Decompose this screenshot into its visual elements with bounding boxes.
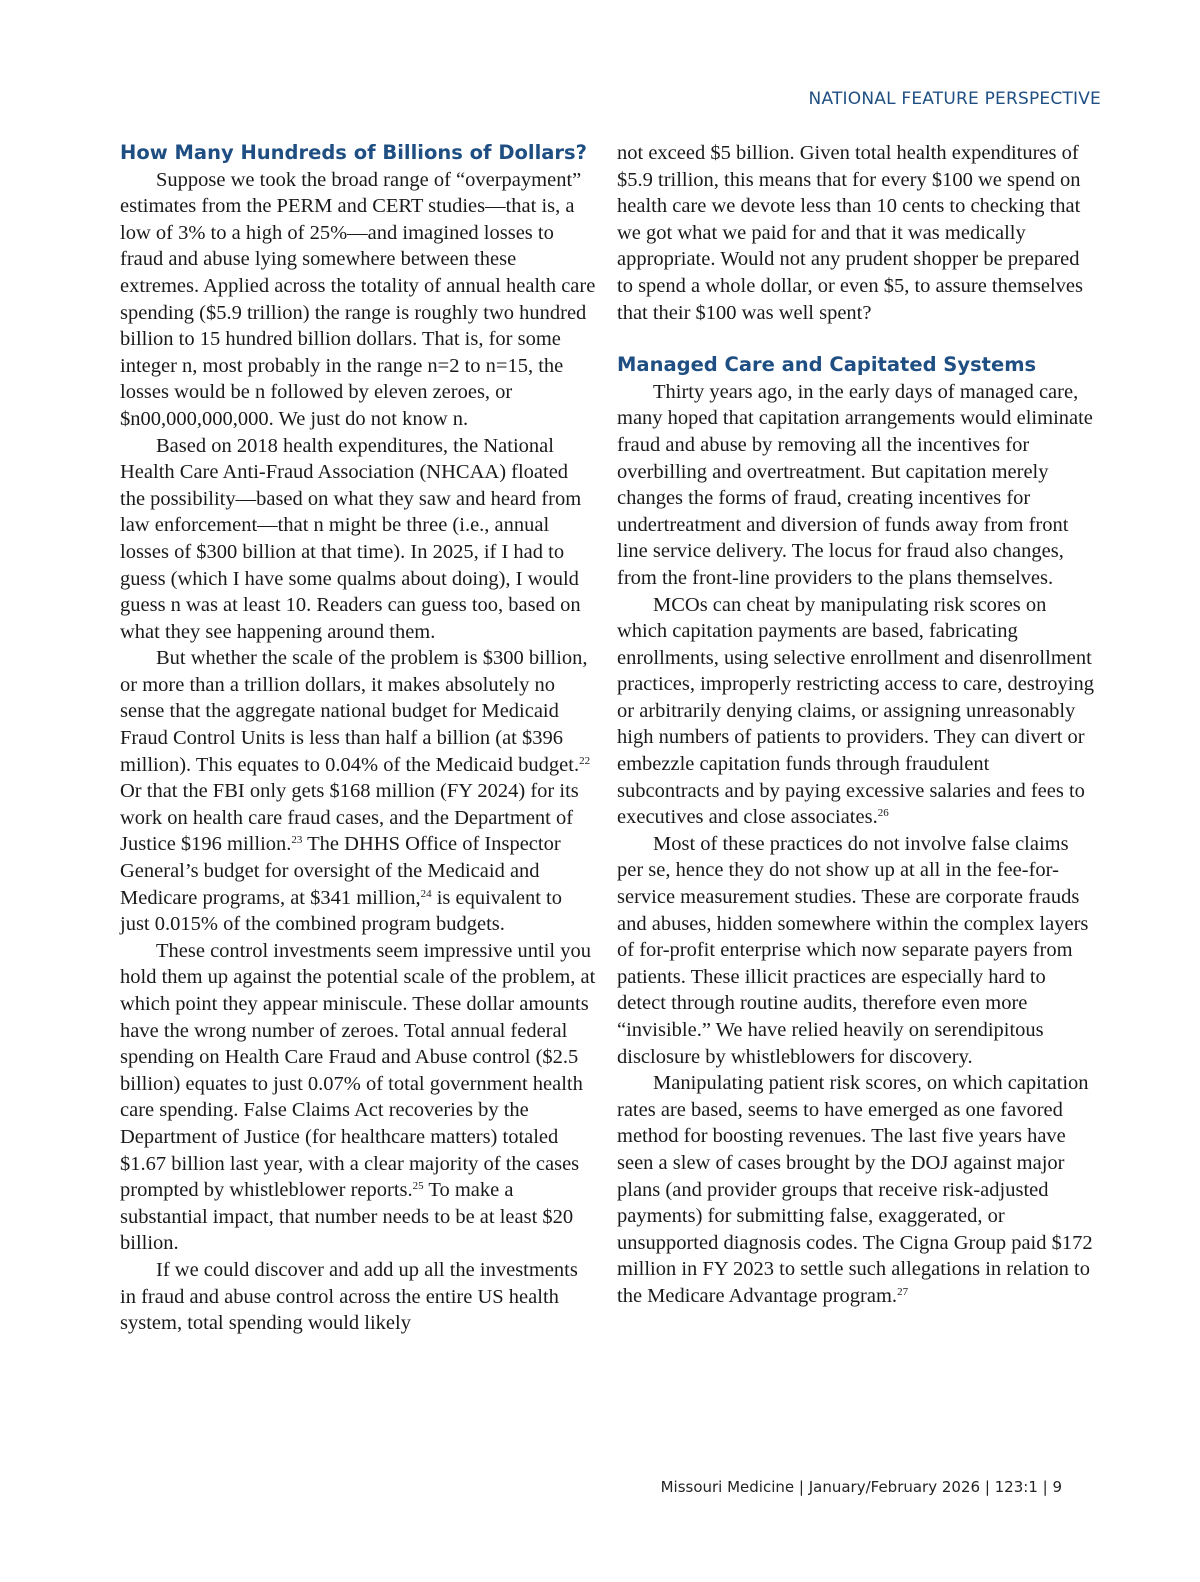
footnote-ref: 23	[291, 834, 303, 847]
footnote-ref: 25	[412, 1180, 424, 1193]
paragraph: If we could discover and add up all the investments in fraud and abuse control across the entire US health system, total spending would likely	[120, 1258, 578, 1335]
paragraph	[120, 645, 596, 938]
footnote-ref: 27	[897, 1285, 909, 1298]
paragraph-text: is equivalent to just 0.015% of the combined program budgets.	[120, 886, 562, 936]
section-heading-hundreds-of-billions: How Many Hundreds of Billions of Dollars?	[120, 141, 587, 164]
paragraph: Most of these practices do not involve false claims per se, hence they do not show up at all in the fee-for-service measurement studies. These are corporate frauds and abuses, hidden somewhere within the complex layers of for-profit enterprise which now separate payers from patients. These illicit practices are especially hard to detect through routine audits, therefore even more “invisible.” We have relied heavily on serendipitous disclosure by whistleblowers for discovery.	[617, 832, 1089, 1068]
paragraph	[617, 1070, 1095, 1309]
right-column	[617, 140, 1095, 1310]
paragraph-continued: not exceed $5 billion. Given total health expenditures of $5.9 trillion, this means that for every $100 we spend on health care we devote less than 10 cents to checking that we got what we paid for and that it was medically appropriate. Would not any prudent shopper be prepared to spend a whole dollar, or even $5, to assure themselves that their $100 was well spent?	[617, 142, 1084, 324]
paragraph-text: To make a substantial impact, that number needs to be at least $20 billion.	[120, 1179, 574, 1255]
footnote-ref: 26	[877, 807, 889, 820]
paragraph-text: MCOs can cheat by manipulating risk scores on which capitation payments are based, fabricating enrollments, using selective enrollment and disenrollment practices, improperly restricting access to care, destroying or arbitrarily denying claims, or assigning unreasonably high numbers of patients to providers. They can divert or embezzle capitation funds through fraudulent subcontracts and by paying excessive salaries and fees to executives and close associates.	[617, 593, 1095, 829]
running-head: NATIONAL FEATURE PERSPECTIVE	[808, 89, 1101, 109]
paragraph: Thirty years ago, in the early days of managed care, many hoped that capitation arrangements would eliminate fraud and abuse by removing all the incentives for overbilling and overtreatment. But capitation merely changes the forms of fraud, creating incentives for undertreatment and diversion of funds away from front line service delivery. The locus for fraud also changes, from the front-line providers to the plans themselves.	[617, 380, 1093, 589]
paragraph-text: The DHHS Office of Inspector General’s budget for oversight of the Medicaid and Medicare programs, at $341 million,	[120, 833, 561, 909]
paragraph	[120, 938, 596, 1257]
left-column	[120, 140, 596, 1337]
page-footer: Missouri Medicine | January/February 2026 | 123:1 | 9	[660, 1478, 1062, 1496]
section-heading-managed-care: Managed Care and Capitated Systems	[617, 353, 1037, 377]
paragraph-text: Or that the FBI only gets $168 million (FY 2024) for its work on health care fraud cases, and the Department of Justice $196 million.	[120, 780, 579, 856]
footnote-ref: 24	[420, 887, 432, 900]
paragraph-text: These control investments seem impressive until you hold them up against the potential scale of the problem, at which point they appear miniscule. These dollar amounts have the wrong number of zeroes. Total annual federal spending on Health Care Fraud and Abuse control ($2.5 billion) equates to just 0.07% of total government health care spending. False Claims Act recoveries by the Department of Justice (for healthcare matters) totaled $1.67 billion last year, with a clear majority of the cases prompted by whistleblower reports.	[120, 939, 596, 1202]
paragraph: Suppose we took the broad range of “overpayment” estimates from the PERM and CERT studies—that is, a low of 3% to a high of 25%—and imagined losses to fraud and abuse lying somewhere between these extremes. Applied across the totality of annual health care spending ($5.9 trillion) the range is roughly two hundred billion to 15 hundred billion dollars. That is, for some integer n, most probably in the range n=2 to n=15, the losses would be n followed by eleven zeroes, or $n00,000,000,000. We just do not know n.	[120, 168, 596, 430]
paragraph	[617, 592, 1095, 831]
paragraph-text: But whether the scale of the problem is $300 billion, or more than a trillion dollars, it makes absolutely no sense that the aggregate national budget for Medicaid Fraud Control Units is less than half a billion (at $396 million). This equates to 0.04% of the Medicaid budget.	[120, 647, 588, 776]
footnote-ref: 22	[579, 754, 591, 767]
paragraph: Based on 2018 health expenditures, the National Health Care Anti-Fraud Association (NHCAA) floated the possibility—based on what they saw and heard from law enforcement—that n might be three (i.e., annual losses of $300 billion at that time). In 2025, if I had to guess (which I have some qualms about doing), I would guess n was at least 10. Readers can guess too, based on what they see happening around them.	[120, 434, 582, 643]
paragraph-text: Manipulating patient risk scores, on which capitation rates are based, seems to have emerged as one favored method for boosting revenues. The last five years have seen a slew of cases brought by the DOJ against major plans (and provider groups that receive risk-adjusted payments) for submitting false, exaggerated, or unsupported diagnosis codes. The Cigna Group paid $172 million in FY 2023 to settle such allegations in relation to the Medicare Advantage program.	[617, 1072, 1093, 1307]
